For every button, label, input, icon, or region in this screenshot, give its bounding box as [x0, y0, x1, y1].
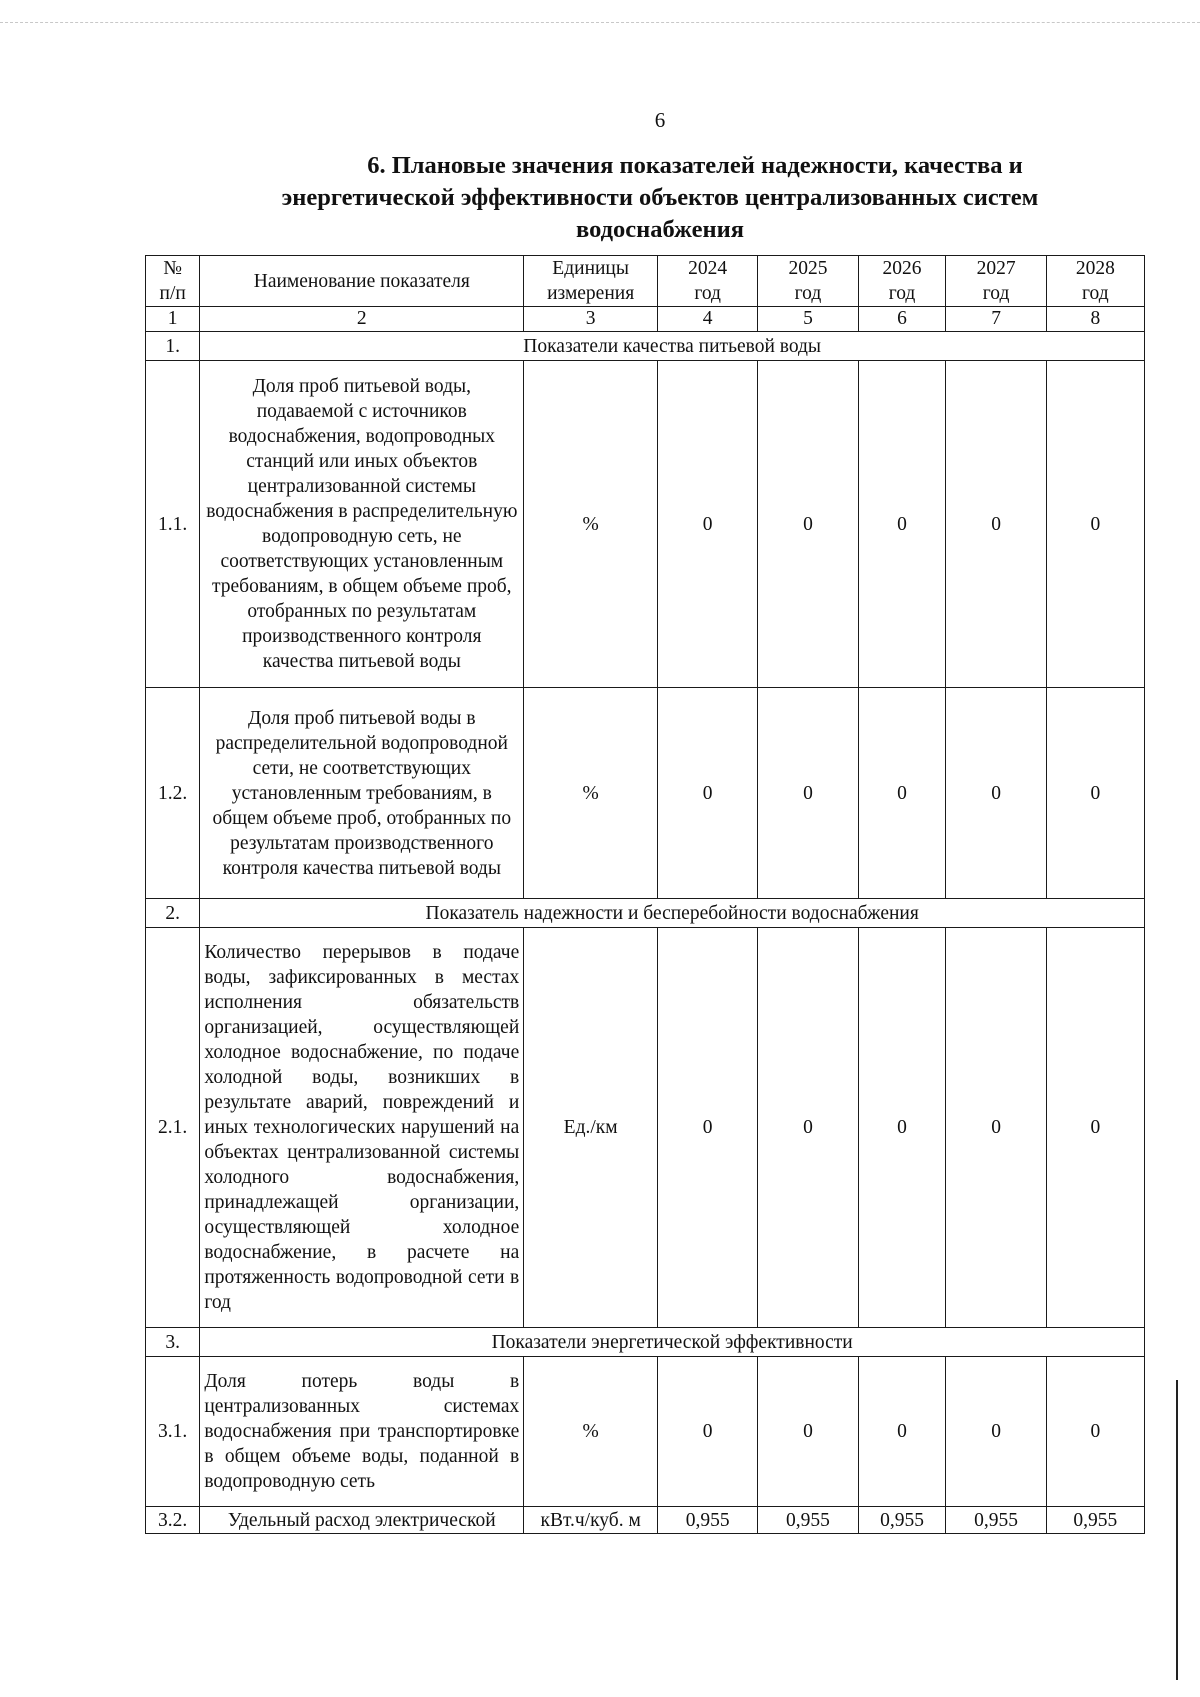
- header-year: 2028 год: [1046, 256, 1144, 307]
- scan-top-edge: [0, 22, 1200, 23]
- value-cell: 0: [858, 361, 946, 688]
- value-cell: 0,955: [946, 1507, 1046, 1534]
- section-heading: Показатели энергетической эффективности: [200, 1328, 1145, 1357]
- row-number: 2.1.: [146, 928, 200, 1328]
- header-year: 2027 год: [946, 256, 1046, 307]
- section-row: [146, 1328, 1145, 1357]
- indicator-name: Доля потерь воды в централизованных системах водоснабжения при транспортировке в общем объеме воды, поданной в водопроводную сеть: [200, 1357, 524, 1507]
- unit-cell: %: [524, 361, 658, 688]
- column-number: 8: [1046, 307, 1144, 332]
- value-cell: 0: [858, 928, 946, 1328]
- value-cell: 0: [758, 928, 858, 1328]
- page-number: 6: [654, 108, 666, 132]
- column-number: 3: [524, 307, 658, 332]
- section-title: [200, 150, 1120, 246]
- row-number: 1.2.: [146, 688, 200, 899]
- value-cell: 0: [658, 1357, 758, 1507]
- section-number: 2.: [146, 899, 200, 928]
- section-title-line-1: 6. Плановые значения показателей надежности, качества и: [367, 152, 1023, 179]
- column-number: 2: [200, 307, 524, 332]
- table-row: [146, 688, 1145, 899]
- section-heading: Показатели качества питьевой воды: [200, 332, 1145, 361]
- table-row: [146, 361, 1145, 688]
- section-title-line-3: водоснабжения: [576, 216, 744, 243]
- value-cell: 0,955: [858, 1507, 946, 1534]
- table-row: [146, 928, 1145, 1328]
- header-name: Наименование показателя: [200, 256, 524, 307]
- value-cell: 0: [758, 688, 858, 899]
- section-title-line-2: энергетической эффективности объектов централизованных систем: [281, 184, 1039, 211]
- column-number: 5: [758, 307, 858, 332]
- unit-cell: Ед./км: [524, 928, 658, 1328]
- table-header-row: [146, 256, 1145, 307]
- header-num: № п/п: [146, 256, 200, 307]
- unit-cell: %: [524, 688, 658, 899]
- value-cell: 0,955: [658, 1507, 758, 1534]
- value-cell: 0: [946, 361, 1046, 688]
- column-number: 1: [146, 307, 200, 332]
- section-row: [146, 899, 1145, 928]
- header-year: 2025 год: [758, 256, 858, 307]
- column-number: 4: [658, 307, 758, 332]
- value-cell: 0: [758, 1357, 858, 1507]
- value-cell: 0: [858, 688, 946, 899]
- value-cell: 0: [1046, 688, 1144, 899]
- section-number: 3.: [146, 1328, 200, 1357]
- header-year: 2024 год: [658, 256, 758, 307]
- value-cell: 0: [758, 361, 858, 688]
- section-row: [146, 332, 1145, 361]
- value-cell: 0: [658, 928, 758, 1328]
- value-cell: 0: [1046, 928, 1144, 1328]
- value-cell: 0: [946, 1357, 1046, 1507]
- header-year: 2026 год: [858, 256, 946, 307]
- indicators-table: [145, 255, 1145, 1534]
- section-heading: Показатель надежности и бесперебойности водоснабжения: [200, 899, 1145, 928]
- indicator-name: Доля проб питьевой воды, подаваемой с источников водоснабжения, водопроводных станций или иных объектов централизованной системы водоснабжения в распределительную водопроводную сеть, не соответствующих установленным требованиям, в общем объеме проб, отобранных по результатам производственного контроля качества питьевой воды: [200, 361, 524, 688]
- value-cell: 0: [1046, 1357, 1144, 1507]
- value-cell: 0: [658, 688, 758, 899]
- row-number: 3.1.: [146, 1357, 200, 1507]
- column-number: 7: [946, 307, 1046, 332]
- unit-cell: кВт.ч/куб. м: [524, 1507, 658, 1534]
- section-number: 1.: [146, 332, 200, 361]
- scan-right-edge: [1176, 1380, 1178, 1680]
- indicator-name: Количество перерывов в подаче воды, зафиксированных в местах исполнения обязательств организацией, осуществляющей холодное водоснабжение, по подаче холодной воды, возникших в результате аварий, повреждений и иных технологических нарушений на объектах централизованной системы холодного водоснабжения, принадлежащей организации, осуществляющей холодное водоснабжение, в расчете на протяженность водопроводной сети в год: [200, 928, 524, 1328]
- indicator-name: Удельный расход электрической: [200, 1507, 524, 1534]
- value-cell: 0,955: [1046, 1507, 1144, 1534]
- indicator-name: Доля проб питьевой воды в распределительной водопроводной сети, не соответствующих установленным требованиям, в общем объеме проб, отобранных по результатам производственного контроля качества питьевой воды: [200, 688, 524, 899]
- table-row: [146, 1357, 1145, 1507]
- row-number: 3.2.: [146, 1507, 200, 1534]
- value-cell: 0: [858, 1357, 946, 1507]
- row-number: 1.1.: [146, 361, 200, 688]
- column-number: 6: [858, 307, 946, 332]
- table-row: [146, 1507, 1145, 1534]
- value-cell: 0: [946, 928, 1046, 1328]
- value-cell: 0: [1046, 361, 1144, 688]
- value-cell: 0,955: [758, 1507, 858, 1534]
- column-number-row: [146, 307, 1145, 332]
- value-cell: 0: [946, 688, 1046, 899]
- unit-cell: %: [524, 1357, 658, 1507]
- header-unit: Единицы измерения: [524, 256, 658, 307]
- value-cell: 0: [658, 361, 758, 688]
